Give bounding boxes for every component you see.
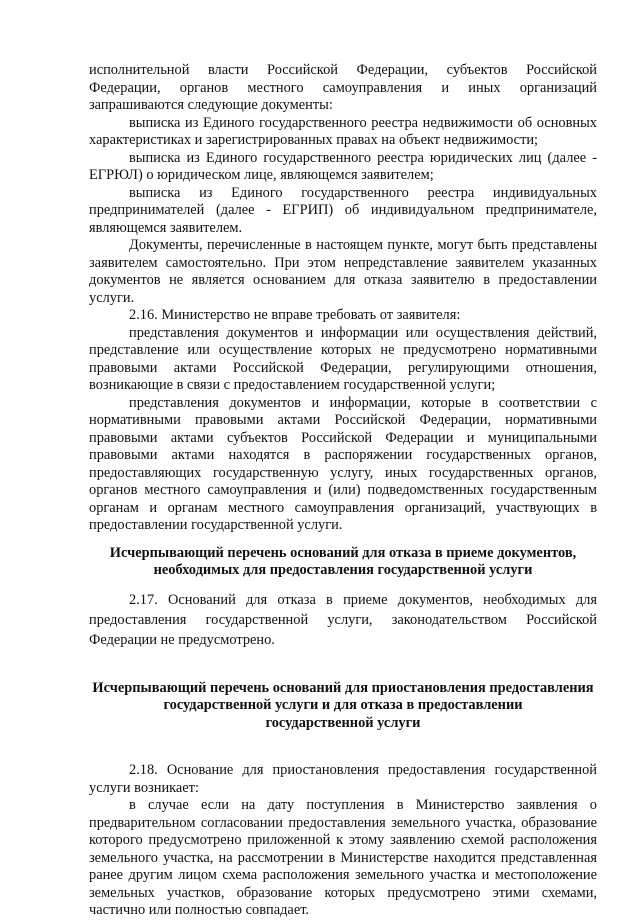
- paragraph-216-item-1: представления документов и информации или осуществления действий, представление или осуществление которых не предусмотрено нормативными правовыми актами Российской Федерации, регулирующими отношения, возникающие в связи с предоставлением государственной услуги;: [89, 324, 597, 393]
- heading-line: Исчерпывающий перечень оснований для отказа в приеме документов,: [109, 544, 577, 561]
- heading-line: необходимых для предоставления государственной услуги: [153, 562, 533, 578]
- heading-line: Исчерпывающий перечень оснований для приостановления предоставления: [92, 679, 594, 696]
- paragraph-218-case: в случае если на дату поступления в Министерство заявления о предварительном согласовании предоставления земельного участка, образование которого предусмотрено приложенной к этому заявлению схемой расположения земельного участка, на рассмотрении в Министерстве находится представленная ранее другим лицом схема расположения земельного участка и местоположение земельных участков, образование которых предусмотрено этими схемами, частично или полностью совпадает.: [89, 797, 597, 918]
- section-heading-refusal-acceptance: [89, 545, 597, 580]
- paragraph-216-item-2: представления документов и информации, которые в соответствии с нормативными правовыми актами Российской Федерации, нормативными правовыми актами субъектов Российской Федерации и муниципальными правовыми актами находятся в распоряжении государственных органов, предоставляющих государственную услугу, иных государственных органов, органов местного самоуправления и (или) подведомственных государственным органам и органам местного самоуправления организаций, участвующих в предоставлении государственной услуги.: [89, 394, 597, 533]
- paragraph-egrn-extract: выписка из Единого государственного реестра недвижимости об основных характеристиках и зарегистрированных правах на объект недвижимости;: [89, 114, 597, 148]
- paragraph-egrul-extract: выписка из Единого государственного реестра юридических лиц (далее - ЕГРЮЛ) о юридическом лице, являющемся заявителем;: [89, 149, 597, 183]
- section-heading-suspension-refusal: [89, 680, 597, 733]
- paragraph-documents-note: Документы, перечисленные в настоящем пункте, могут быть представлены заявителем самостоятельно. При этом непредставление заявителем указанных документов не является основанием для отказа заявителю в предоставлении услуги.: [89, 237, 597, 306]
- heading-line: государственной услуги и для отказа в предоставлении: [163, 697, 523, 713]
- paragraph-217: 2.17. Оснований для отказа в приеме документов, необходимых для предоставления государственной услуги, законодательством Российской Федерации не предусмотрено.: [89, 591, 597, 648]
- document-page: [89, 62, 597, 920]
- paragraph-egrip-extract: выписка из Единого государственного реестра индивидуальных предпринимателей (далее - ЕГРИП) об индивидуальном предпринимателе, являющемся заявителем.: [89, 184, 597, 236]
- paragraph-216: 2.16. Министерство не вправе требовать от заявителя:: [129, 307, 461, 323]
- paragraph-continuation: исполнительной власти Российской Федерации, субъектов Российской Федерации, органов местного самоуправления и иных организаций запрашиваются следующие документы:: [89, 62, 597, 113]
- paragraph-218: 2.18. Основание для приостановления предоставления государственной услуги возникает:: [89, 762, 597, 796]
- heading-line: государственной услуги: [265, 714, 421, 731]
